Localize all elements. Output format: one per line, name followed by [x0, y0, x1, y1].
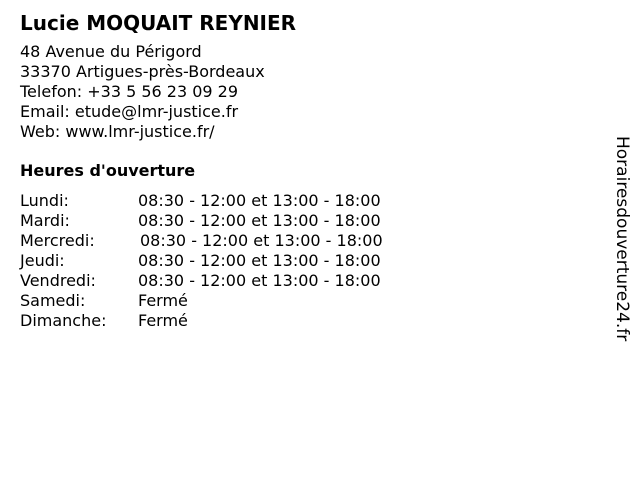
opening-hours-heading: Heures d'ouverture: [20, 161, 196, 180]
address-block: [20, 42, 580, 142]
day-label: Dimanche:: [20, 311, 107, 330]
hours-row-sunday: [20, 311, 580, 331]
day-hours: 08:30 - 12:00 et 13:00 - 18:00: [140, 231, 383, 250]
hours-row-wednesday: [20, 231, 580, 251]
watermark-text: Horairesdouverture24.fr: [612, 136, 632, 342]
street-address: 48 Avenue du Périgord: [20, 42, 202, 61]
phone-number: Telefon: +33 5 56 23 09 29: [20, 82, 239, 101]
day-label: Mercredi:: [20, 231, 95, 250]
day-label: Vendredi:: [20, 271, 96, 290]
business-name: Lucie MOQUAIT REYNIER: [20, 11, 297, 35]
day-hours: 08:30 - 12:00 et 13:00 - 18:00: [138, 191, 381, 210]
day-hours: 08:30 - 12:00 et 13:00 - 18:00: [138, 211, 381, 230]
site-watermark: [602, 136, 640, 376]
hours-row-thursday: [20, 251, 580, 271]
day-label: Jeudi:: [20, 251, 65, 270]
day-hours: 08:30 - 12:00 et 13:00 - 18:00: [138, 251, 381, 270]
hours-row-tuesday: [20, 211, 580, 231]
email-address: Email: etude@lmr-justice.fr: [20, 102, 239, 121]
hours-row-monday: [20, 191, 580, 211]
opening-hours-table: [20, 191, 580, 331]
postal-city: 33370 Artigues-près-Bordeaux: [20, 62, 265, 81]
day-hours: Fermé: [138, 311, 188, 330]
website: Web: www.lmr-justice.fr/: [20, 122, 215, 141]
hours-row-saturday: [20, 291, 580, 311]
hours-row-friday: [20, 271, 580, 291]
day-hours: 08:30 - 12:00 et 13:00 - 18:00: [138, 271, 381, 290]
business-card: [20, 9, 580, 331]
day-hours: Fermé: [138, 291, 188, 310]
day-label: Lundi:: [20, 191, 69, 210]
day-label: Samedi:: [20, 291, 86, 310]
day-label: Mardi:: [20, 211, 70, 230]
